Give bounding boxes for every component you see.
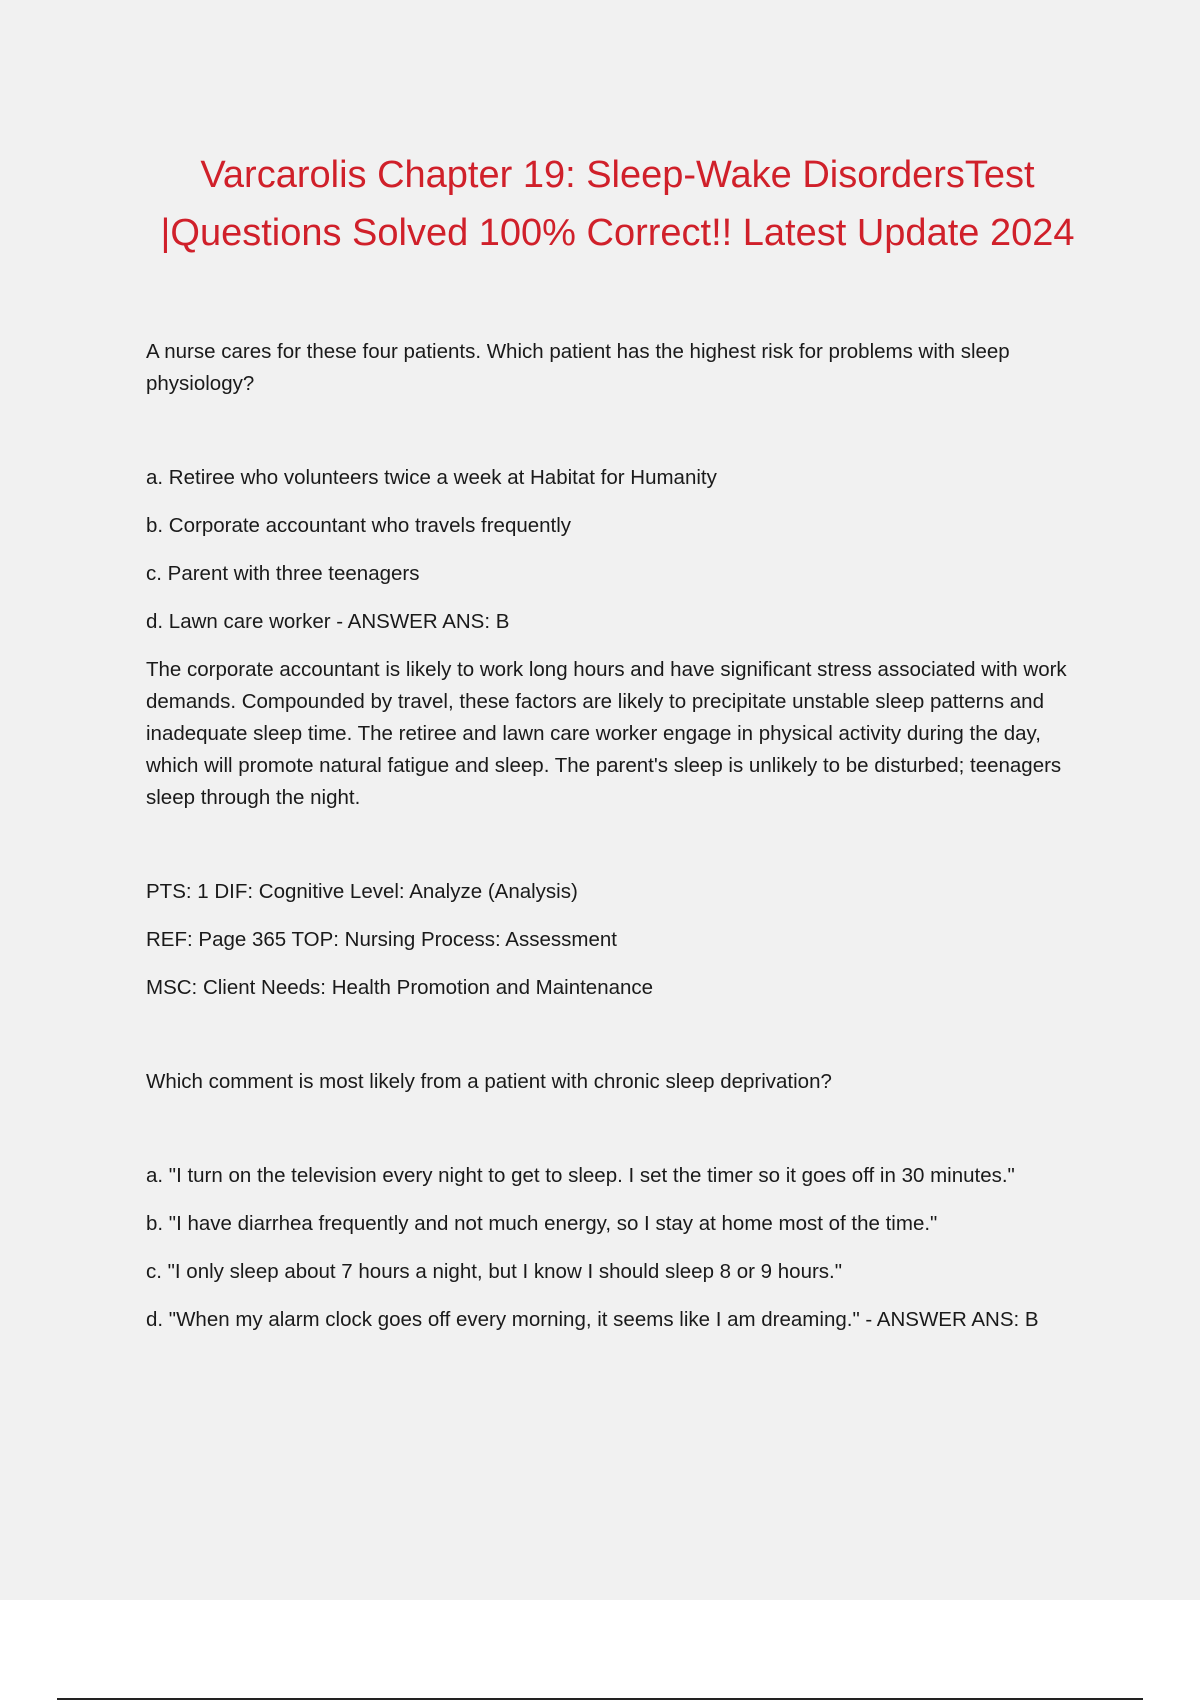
question-1-meta-pts: PTS: 1 DIF: Cognitive Level: Analyze (Analysis) bbox=[146, 880, 578, 903]
question-1-meta-msc: MSC: Client Needs: Health Promotion and Maintenance bbox=[146, 976, 654, 999]
question-1 bbox=[146, 336, 1096, 1004]
question-2-prompt: Which comment is most likely from a patient with chronic sleep deprivation? bbox=[146, 1070, 832, 1093]
question-2-option-d: d. "When my alarm clock goes off every morning, it seems like I am dreaming." - ANSWER ANS: B bbox=[146, 1308, 1039, 1331]
document-title: Varcarolis Chapter 19: Sleep-Wake DisordersTest |Questions Solved 100% Correct!! Latest Update 2024 bbox=[160, 154, 1075, 254]
question-1-option-b: b. Corporate accountant who travels frequently bbox=[146, 514, 572, 537]
question-1-explanation: The corporate accountant is likely to work long hours and have significant stress associated with work demands. Compounded by travel, these factors are likely to precipitate unstable sleep patterns and inadequate sleep time. The retiree and lawn care worker engage in physical activity during the day, which will promote natural fatigue and sleep. The parent's sleep is unlikely to be disturbed; teenagers sleep through the night. bbox=[146, 658, 1067, 809]
question-1-option-d: d. Lawn care worker - ANSWER ANS: B bbox=[146, 610, 510, 633]
question-1-prompt: A nurse cares for these four patients. Which patient has the highest risk for problems with sleep physiology? bbox=[146, 340, 1010, 395]
question-2 bbox=[146, 1066, 1096, 1336]
question-2-option-b: b. "I have diarrhea frequently and not much energy, so I stay at home most of the time." bbox=[146, 1212, 938, 1235]
question-2-option-a: a. "I turn on the television every night to get to sleep. I set the timer so it goes off in 30 minutes." bbox=[146, 1164, 1015, 1187]
question-1-metadata bbox=[146, 876, 1096, 1004]
question-1-option-c: c. Parent with three teenagers bbox=[146, 562, 420, 585]
question-1-meta-ref: REF: Page 365 TOP: Nursing Process: Assessment bbox=[146, 928, 617, 951]
question-2-option-c: c. "I only sleep about 7 hours a night, but I know I should sleep 8 or 9 hours." bbox=[146, 1260, 843, 1283]
document-content bbox=[146, 336, 1096, 1352]
question-1-option-a: a. Retiree who volunteers twice a week at Habitat for Humanity bbox=[146, 466, 717, 489]
